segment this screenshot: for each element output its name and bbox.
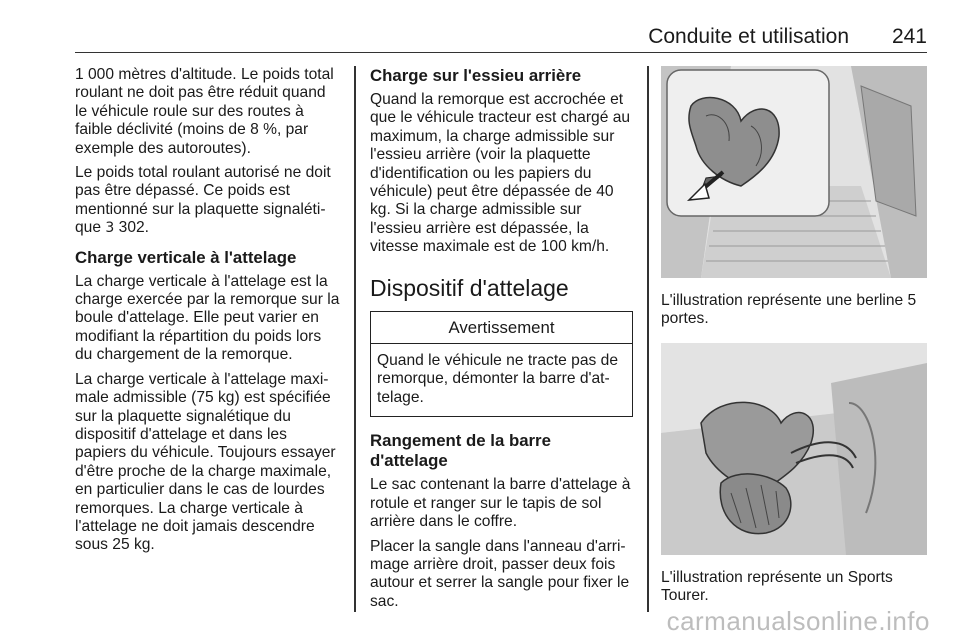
paragraph-rear-axle-load: Quand la remorque est accrochée et que le véhicule tracteur est chargé au maximum, la charge admissible sur l'essieu arrière (voir la plaquette d'identification ou les papiers du véhicule) peut être dépassée de 40 kg. Si la charge admissible sur l'essieu arrière est dépassée, la vitesse maximale est de 100 km/h. bbox=[370, 91, 631, 256]
heading-towbar-storage: Rangement de la barre d'attelage bbox=[370, 431, 551, 471]
heading-rear-axle-load: Charge sur l'essieu arrière bbox=[370, 66, 582, 85]
column-left bbox=[75, 66, 340, 561]
column-middle bbox=[370, 66, 633, 617]
warning-box bbox=[370, 311, 633, 418]
page-header bbox=[75, 24, 927, 53]
column-divider-right bbox=[647, 66, 649, 612]
paragraph-altitude: 1 000 mètres d'altitude. Le poids total roulant ne doit pas être réduit quand le véhicule roule sur des routes à faible déclivité (moins de 8 %, par exemple des autoroutes). bbox=[75, 66, 334, 157]
watermark: carmanualsonline.info bbox=[666, 606, 930, 636]
paragraph-storage-bag: Le sac contenant la barre d'attelage à rotule et ranger sur le tapis de sol arrière dans le coffre. bbox=[370, 476, 631, 531]
heading-vertical-load: Charge verticale à l'attelage bbox=[75, 247, 297, 267]
paragraph-storage-strap: Placer la sangle dans l'anneau d'arri-mage arrière droit, passer deux fois autour et serrer la sangle pour fixer le sac. bbox=[370, 537, 630, 610]
column-divider-left bbox=[354, 66, 356, 612]
illustration-hatchback-trunk bbox=[661, 66, 927, 278]
paragraph-max-vertical-load: La charge verticale à l'attelage maxi-male admissible (75 kg) est spécifiée sur la plaquette signalétique du dispositif d'attelage et dans les papiers du véhicule. Toujours essayer d'être proche de la charge maximale, en particulier dans le cas de lourdes remorques. La charge verticale à l'attelage ne doit jamais descendre sous 25 kg. bbox=[75, 370, 336, 554]
paragraph-vertical-load: La charge verticale à l'attelage est la charge exercée par la remorque sur la boule d'attelage. Elle peut varier en modifiant la répartition du poids lors du chargement de la remorque. bbox=[75, 272, 340, 364]
warning-body: Quand le véhicule ne tracte pas de remorque, démonter la barre d'at-telage. bbox=[377, 352, 618, 406]
page-reference-link[interactable]: 302. bbox=[118, 219, 149, 237]
column-right bbox=[661, 66, 927, 612]
illustration-sports-tourer-trunk bbox=[661, 343, 927, 555]
page-reference-arrow-icon: 3 bbox=[105, 220, 115, 237]
caption-hatchback: L'illustration représente une berline 5 portes. bbox=[661, 292, 917, 328]
page-number: 241 bbox=[891, 25, 927, 48]
caption-sports-tourer: L'illustration représente un Sports Tourer. bbox=[661, 568, 893, 605]
paragraph-total-weight: Le poids total roulant autorisé ne doit pas être dépassé. Ce poids est mentionné sur la plaquette signaléti-que 3 302. bbox=[75, 164, 331, 237]
warning-title: Avertissement bbox=[371, 312, 632, 344]
heading-towing-device: Dispositif d'attelage bbox=[370, 274, 569, 301]
section-title: Conduite et utilisation bbox=[648, 25, 849, 48]
